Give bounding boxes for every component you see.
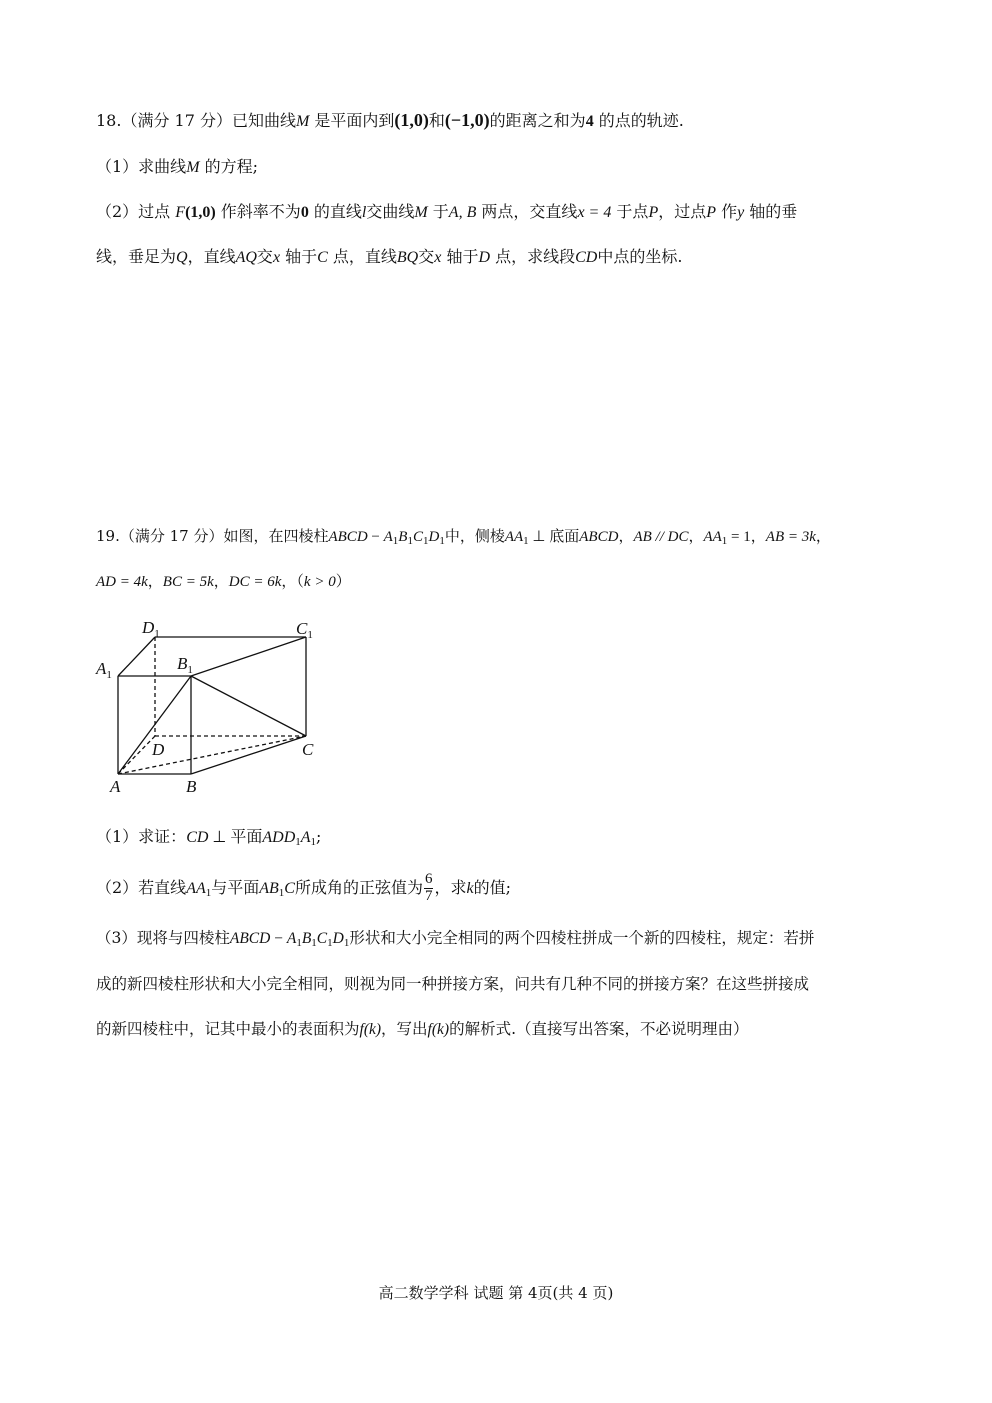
edge-A1-D1 xyxy=(118,637,155,676)
segment-B1-C xyxy=(191,676,306,736)
math-A-B: A, B xyxy=(448,204,477,221)
label-B: B xyxy=(186,777,197,796)
math-Q: Q xyxy=(176,249,188,266)
text: ， xyxy=(213,572,229,590)
page-footer: 高二数学学科 试题 第 4页(共 4 页) xyxy=(378,1284,614,1302)
subscript-1: 1 xyxy=(311,937,317,949)
math-P: P xyxy=(648,204,659,221)
math-AQ: AQ xyxy=(235,249,257,266)
text: 作斜率不为 xyxy=(215,202,301,221)
segment-A-C-hidden xyxy=(118,736,306,774)
text: ， xyxy=(688,527,704,545)
q19-part3-line3 xyxy=(96,1020,749,1040)
text: ，过点 xyxy=(658,202,707,221)
math-l: l xyxy=(361,204,367,221)
math-AB-eq-3k: AB = 3k xyxy=(765,529,816,545)
math-C1: C xyxy=(412,529,423,545)
math-BQ: BQ xyxy=(396,249,419,266)
math-AB-parallel-DC: AB // DC xyxy=(633,529,689,545)
math-zero: 0 xyxy=(300,204,309,221)
q19-part3-line1 xyxy=(96,929,814,950)
text: 两点，交直线 xyxy=(476,202,578,221)
fraction-denominator: 7 xyxy=(424,887,433,904)
text: ， xyxy=(281,572,297,590)
text: ，直线 xyxy=(187,247,236,266)
math-C: C xyxy=(284,879,295,897)
text: 是平面内到 xyxy=(309,111,395,130)
text: 交曲线 xyxy=(366,202,415,221)
math-C1: C xyxy=(316,930,328,947)
edge-B-C xyxy=(191,736,306,774)
math-minus: − xyxy=(270,930,287,947)
text: 线，垂足为 xyxy=(96,247,177,266)
math-x-eq-4: x = 4 xyxy=(577,204,612,221)
math-ADD1A1: ADD xyxy=(262,829,296,846)
text: 作 xyxy=(716,202,738,221)
q18-part2-line1 xyxy=(96,202,797,222)
text: 中，侧棱 xyxy=(444,527,505,545)
fraction-6-7 xyxy=(424,872,434,905)
subscript-1: 1 xyxy=(327,937,333,949)
math-F-coord: (1,0) xyxy=(185,204,216,221)
math-AA1: AA xyxy=(186,879,206,897)
math-f-of-k: f(k) xyxy=(359,1021,382,1038)
text: 于点 xyxy=(611,202,649,221)
text: ; xyxy=(316,827,322,846)
label-C1: $C_1$ xyxy=(296,619,313,641)
math-f-of-k: f(k) xyxy=(427,1021,450,1038)
math-perp: ⊥ xyxy=(208,829,231,846)
math-D1: D xyxy=(332,930,344,947)
math-AA1: AA xyxy=(504,529,524,545)
q19-title: 19.（满分 17 分）如图，在四棱柱 xyxy=(96,527,329,545)
text: 交 xyxy=(418,247,435,266)
text: 成的新四棱柱形状和大小完全相同，则视为同一种拼接方案，问共有几种不同的拼接方案？在这些拼接成 xyxy=(96,975,810,993)
math-perp: ⊥ xyxy=(528,529,550,545)
q19-part1 xyxy=(96,827,321,849)
text: 底面 xyxy=(549,527,580,545)
q18-header xyxy=(96,110,684,132)
text: 的方程; xyxy=(199,157,258,176)
text: 轴于 xyxy=(441,247,479,266)
math-D1: D xyxy=(428,529,440,545)
q18-title: 18.（满分 17 分）已知曲线 xyxy=(96,111,296,130)
label-A1: $A_1$ xyxy=(96,659,112,681)
distance-sum: 4 xyxy=(585,113,594,130)
subscript-1: 1 xyxy=(343,937,350,949)
math-ABCD: ABCD xyxy=(328,529,368,545)
math-A1: A xyxy=(383,529,393,545)
math-B1: B xyxy=(301,930,312,947)
math-CD: CD xyxy=(575,249,598,266)
text: 形状和大小完全相同的两个四棱柱拼成一个新的四棱柱，规定：若拼 xyxy=(349,929,815,947)
point-1-0: (1,0) xyxy=(394,110,429,130)
math-x: x xyxy=(272,249,281,266)
text: （3）现将与四棱柱 xyxy=(96,929,230,947)
text: 的新四棱柱中，记其中最小的表面积为 xyxy=(96,1020,360,1038)
q19-header-line1 xyxy=(96,527,831,548)
math-AA1: AA xyxy=(703,529,722,545)
text: 交 xyxy=(256,247,273,266)
math-minus: − xyxy=(367,529,384,545)
text: ， xyxy=(815,527,831,545)
q19-part2 xyxy=(96,872,511,905)
text: ， xyxy=(618,527,634,545)
math-B1: B xyxy=(398,529,408,545)
text: ， xyxy=(147,572,163,590)
text: ，写出 xyxy=(381,1020,428,1038)
text: 的点的轨迹. xyxy=(593,111,684,130)
subscript-1: 1 xyxy=(278,886,285,899)
text: 平面 xyxy=(230,827,263,846)
math-ABCD: ABCD xyxy=(579,529,619,545)
math-F: F xyxy=(175,204,186,221)
math-k: k xyxy=(466,879,474,897)
math-P: P xyxy=(706,204,717,221)
label-A: A xyxy=(110,777,121,796)
point-neg1-0: (−1,0) xyxy=(444,110,490,130)
text: 和 xyxy=(428,111,445,130)
text: ，求 xyxy=(434,877,467,897)
subscript-1: 1 xyxy=(407,535,413,547)
text: ） xyxy=(335,572,351,590)
text: 中点的坐标. xyxy=(597,247,683,266)
math-CD: CD xyxy=(186,829,209,846)
text: ， xyxy=(750,527,766,545)
q19-part3-line2 xyxy=(96,975,809,994)
text: 所成角的正弦值为 xyxy=(294,877,423,897)
subscript-1: 1 xyxy=(523,535,529,547)
math-M: M xyxy=(295,113,310,130)
label-B1: $B_1$ xyxy=(177,654,193,676)
math-M: M xyxy=(186,159,200,176)
subscript-1: 1 xyxy=(310,836,317,848)
text: 于 xyxy=(427,202,449,221)
math-eq-1: = 1 xyxy=(727,529,751,545)
text: （1）求证： xyxy=(96,827,187,846)
subscript-1: 1 xyxy=(295,836,301,848)
subscript-1: 1 xyxy=(422,535,429,547)
text: 与平面 xyxy=(211,877,260,897)
math-D: D xyxy=(478,249,491,266)
math-A1: A xyxy=(300,829,311,846)
math-x: x xyxy=(434,249,442,266)
subscript-1: 1 xyxy=(205,886,212,899)
text: 点，求线段 xyxy=(490,247,576,266)
math-AB1C: AB xyxy=(259,879,279,897)
q18-part2-line2 xyxy=(96,247,682,267)
subscript-1: 1 xyxy=(392,535,399,547)
text: 轴于 xyxy=(280,247,318,266)
fraction-numerator: 6 xyxy=(424,871,433,887)
label-D: D xyxy=(152,740,165,759)
label-D1: $D_1$ xyxy=(142,618,160,640)
math-DC-eq-6k: DC = 6k xyxy=(228,574,282,590)
prism-figure xyxy=(92,612,332,802)
text: 的解析式.（直接写出答案，不必说明理由） xyxy=(449,1020,749,1038)
text: （2）过点 xyxy=(96,202,176,221)
math-AD-eq-4k: AD = 4k xyxy=(96,574,148,590)
text: 点，直线 xyxy=(327,247,397,266)
q19-header-line2 xyxy=(96,572,351,591)
math-A1: A xyxy=(286,930,297,947)
text: 的直线 xyxy=(308,202,362,221)
label-C: C xyxy=(302,740,314,759)
math-M: M xyxy=(414,204,428,221)
text: （ xyxy=(296,572,304,590)
text: 的距离之和为 xyxy=(489,111,586,130)
q18-part1 xyxy=(96,157,258,177)
math-C: C xyxy=(317,249,328,266)
subscript-1: 1 xyxy=(721,535,728,547)
math-ABCD: ABCD xyxy=(229,930,271,947)
edge-B1-C1 xyxy=(191,637,306,676)
text: 轴的垂 xyxy=(744,202,798,221)
math-y: y xyxy=(737,204,745,221)
subscript-1: 1 xyxy=(296,937,302,949)
math-k-gt-0: k > 0 xyxy=(303,574,336,590)
text: （2）若直线 xyxy=(96,877,187,897)
subscript-1: 1 xyxy=(439,535,445,547)
math-BC-eq-5k: BC = 5k xyxy=(162,574,214,590)
text: （1）求曲线 xyxy=(96,157,187,176)
text: 的值; xyxy=(473,877,512,897)
